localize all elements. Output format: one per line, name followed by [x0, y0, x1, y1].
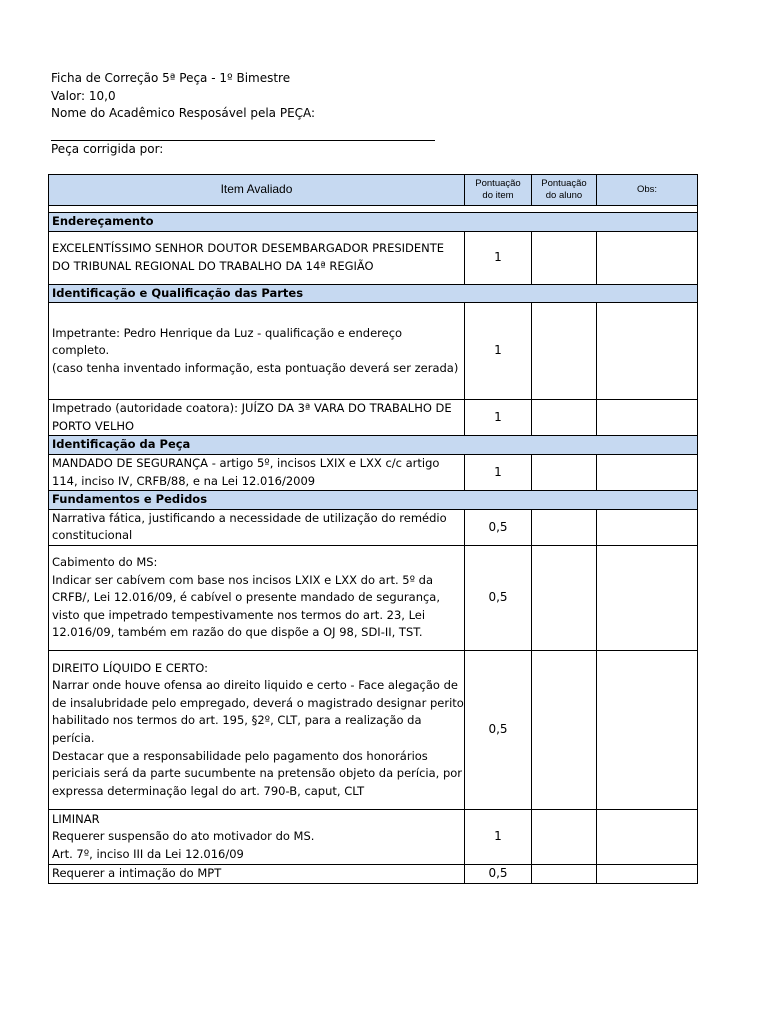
corrected-by-label: Peça corrigida por: — [51, 141, 164, 156]
form-header — [51, 70, 441, 176]
criteria-text-line: Narrativa fática, justificando a necessidade de utilização do remédio — [52, 510, 447, 525]
criteria-description — [49, 509, 465, 545]
column-header-item-score — [465, 175, 532, 206]
criteria-text-line: constitucional — [52, 528, 133, 543]
header-spacer-cell — [49, 206, 698, 213]
observations-cell[interactable] — [597, 303, 698, 400]
item-score: 1 — [465, 400, 532, 436]
column-header-item-score-line1: Pontuação — [475, 178, 521, 189]
criteria-text-line: MANDADO DE SEGURANÇA - artigo 5º, incisos LXIX e LXX c/c artigo — [52, 455, 440, 470]
criteria-text-line: habilitado nos termos do art. 195, §2º, CLT, para a realização da — [52, 713, 422, 728]
criteria-description — [49, 650, 465, 809]
criteria-description — [49, 303, 465, 400]
table-body — [49, 206, 698, 884]
criteria-description — [49, 545, 465, 650]
student-score-cell[interactable] — [532, 545, 597, 650]
criteria-description — [49, 454, 465, 490]
item-score: 1 — [465, 454, 532, 490]
header-spacer-row — [49, 206, 698, 213]
responsible-student-label: Nome do Acadêmico Resposável pela PEÇA: — [51, 106, 316, 121]
criteria-text-line: de insalubridade pelo empregado, deverá o magistrado designar perito — [52, 695, 464, 710]
observations-cell[interactable] — [597, 809, 698, 864]
observations-cell[interactable] — [597, 231, 698, 284]
criteria-text-line: Cabimento do MS: — [52, 554, 158, 569]
criteria-text-line: DIREITO LÍQUIDO E CERTO: — [52, 660, 208, 675]
criteria-row — [49, 454, 698, 490]
criteria-row — [49, 509, 698, 545]
criteria-row — [49, 303, 698, 400]
item-score: 0,5 — [465, 545, 532, 650]
criteria-text-line: Indicar ser cabívem com base nos incisos LXIX e LXX do art. 5º da — [52, 572, 433, 587]
criteria-text-line: Impetrante: Pedro Henrique da Luz - qualificação e endereço — [52, 325, 403, 340]
form-value: Valor: 10,0 — [51, 88, 116, 103]
section-header-row — [49, 284, 698, 303]
criteria-text-line: Art. 7º, inciso III da Lei 12.016/09 — [52, 846, 244, 861]
criteria-text-line: visto que impetrado tempestivamente nos termos do art. 23, Lei — [52, 607, 426, 622]
column-header-student-score — [532, 175, 597, 206]
criteria-text-line: (caso tenha inventado informação, esta pontuação deverá ser zerada) — [52, 360, 459, 375]
criteria-text-line: EXCELENTÍSSIMO SENHOR DOUTOR DESEMBARGADOR PRESIDENTE — [52, 241, 445, 255]
criteria-text-line: periciais será da parte sucumbente na pretensão objeto da perícia, por — [52, 766, 463, 781]
student-score-cell[interactable] — [532, 303, 597, 400]
criteria-description — [49, 400, 465, 436]
section-header-row — [49, 491, 698, 510]
criteria-text-line: Narrar onde houve ofensa ao direito liquido e certo - Face alegação de — [52, 678, 458, 693]
column-header-item-score-line2: do item — [482, 190, 514, 201]
criteria-row — [49, 650, 698, 809]
criteria-text-line: Destacar que a responsabilidade pelo pagamento dos honorários — [52, 748, 428, 763]
student-score-cell[interactable] — [532, 231, 597, 284]
observations-cell[interactable] — [597, 545, 698, 650]
column-header-item: Item Avaliado — [49, 175, 465, 206]
section-title: Endereçamento — [49, 213, 698, 232]
student-score-cell[interactable] — [532, 509, 597, 545]
column-header-student-score-line1: Pontuação — [541, 178, 587, 189]
criteria-row — [49, 231, 698, 284]
item-score: 1 — [465, 231, 532, 284]
observations-cell[interactable] — [597, 509, 698, 545]
section-title: Identificação e Qualificação das Partes — [49, 284, 698, 303]
student-score-cell[interactable] — [532, 650, 597, 809]
section-header-row — [49, 436, 698, 455]
form-title: Ficha de Correção 5ª Peça - 1º Bimestre — [51, 71, 291, 85]
criteria-row — [49, 400, 698, 436]
criteria-text-line: completo. — [52, 343, 110, 358]
criteria-text-line: 12.016/09, também em razão do que dispõe a OJ 98, SDI-II, TST. — [52, 625, 423, 640]
grading-table — [48, 174, 698, 884]
criteria-row — [49, 545, 698, 650]
table-header-row — [49, 175, 698, 206]
criteria-text-line: Impetrado (autoridade coatora): JUÍZO DA 3ª VARA DO TRABALHO DE — [52, 401, 452, 416]
column-header-observations: Obs: — [597, 175, 698, 206]
criteria-row — [49, 809, 698, 864]
student-score-cell[interactable] — [532, 454, 597, 490]
observations-cell[interactable] — [597, 454, 698, 490]
criteria-text-line: CRFB/, Lei 12.016/09, é cabível o presente mandado de segurança, — [52, 590, 441, 605]
column-header-student-score-line2: do aluno — [545, 190, 583, 201]
criteria-text-line: perícia. — [52, 730, 95, 745]
criteria-description — [49, 809, 465, 864]
criteria-text-line: 114, inciso IV, CRFB/88, e na Lei 12.016/2009 — [52, 473, 316, 488]
criteria-description — [49, 231, 465, 284]
observations-cell[interactable] — [597, 864, 698, 883]
criteria-text-line: LIMINAR — [52, 811, 100, 826]
criteria-text-line: expressa determinação legal do art. 790-B, caput, CLT — [52, 783, 365, 798]
item-score: 0,5 — [465, 650, 532, 809]
criteria-text-line: Requerer a intimação do MPT — [52, 865, 222, 880]
criteria-text-line: Requerer suspensão do ato motivador do MS. — [52, 829, 315, 844]
criteria-text-line: PORTO VELHO — [52, 418, 135, 433]
responsible-student-blank-line[interactable] — [51, 123, 435, 141]
item-score: 1 — [465, 809, 532, 864]
item-score: 1 — [465, 303, 532, 400]
observations-cell[interactable] — [597, 400, 698, 436]
student-score-cell[interactable] — [532, 809, 597, 864]
student-score-cell[interactable] — [532, 864, 597, 883]
section-title: Fundamentos e Pedidos — [49, 491, 698, 510]
criteria-description — [49, 864, 465, 883]
criteria-row — [49, 864, 698, 883]
observations-cell[interactable] — [597, 650, 698, 809]
criteria-text-line: DO TRIBUNAL REGIONAL DO TRABALHO DA 14ª REGIÃO — [52, 258, 374, 273]
item-score: 0,5 — [465, 509, 532, 545]
section-header-row — [49, 213, 698, 232]
section-title: Identificação da Peça — [49, 436, 698, 455]
student-score-cell[interactable] — [532, 400, 597, 436]
item-score: 0,5 — [465, 864, 532, 883]
